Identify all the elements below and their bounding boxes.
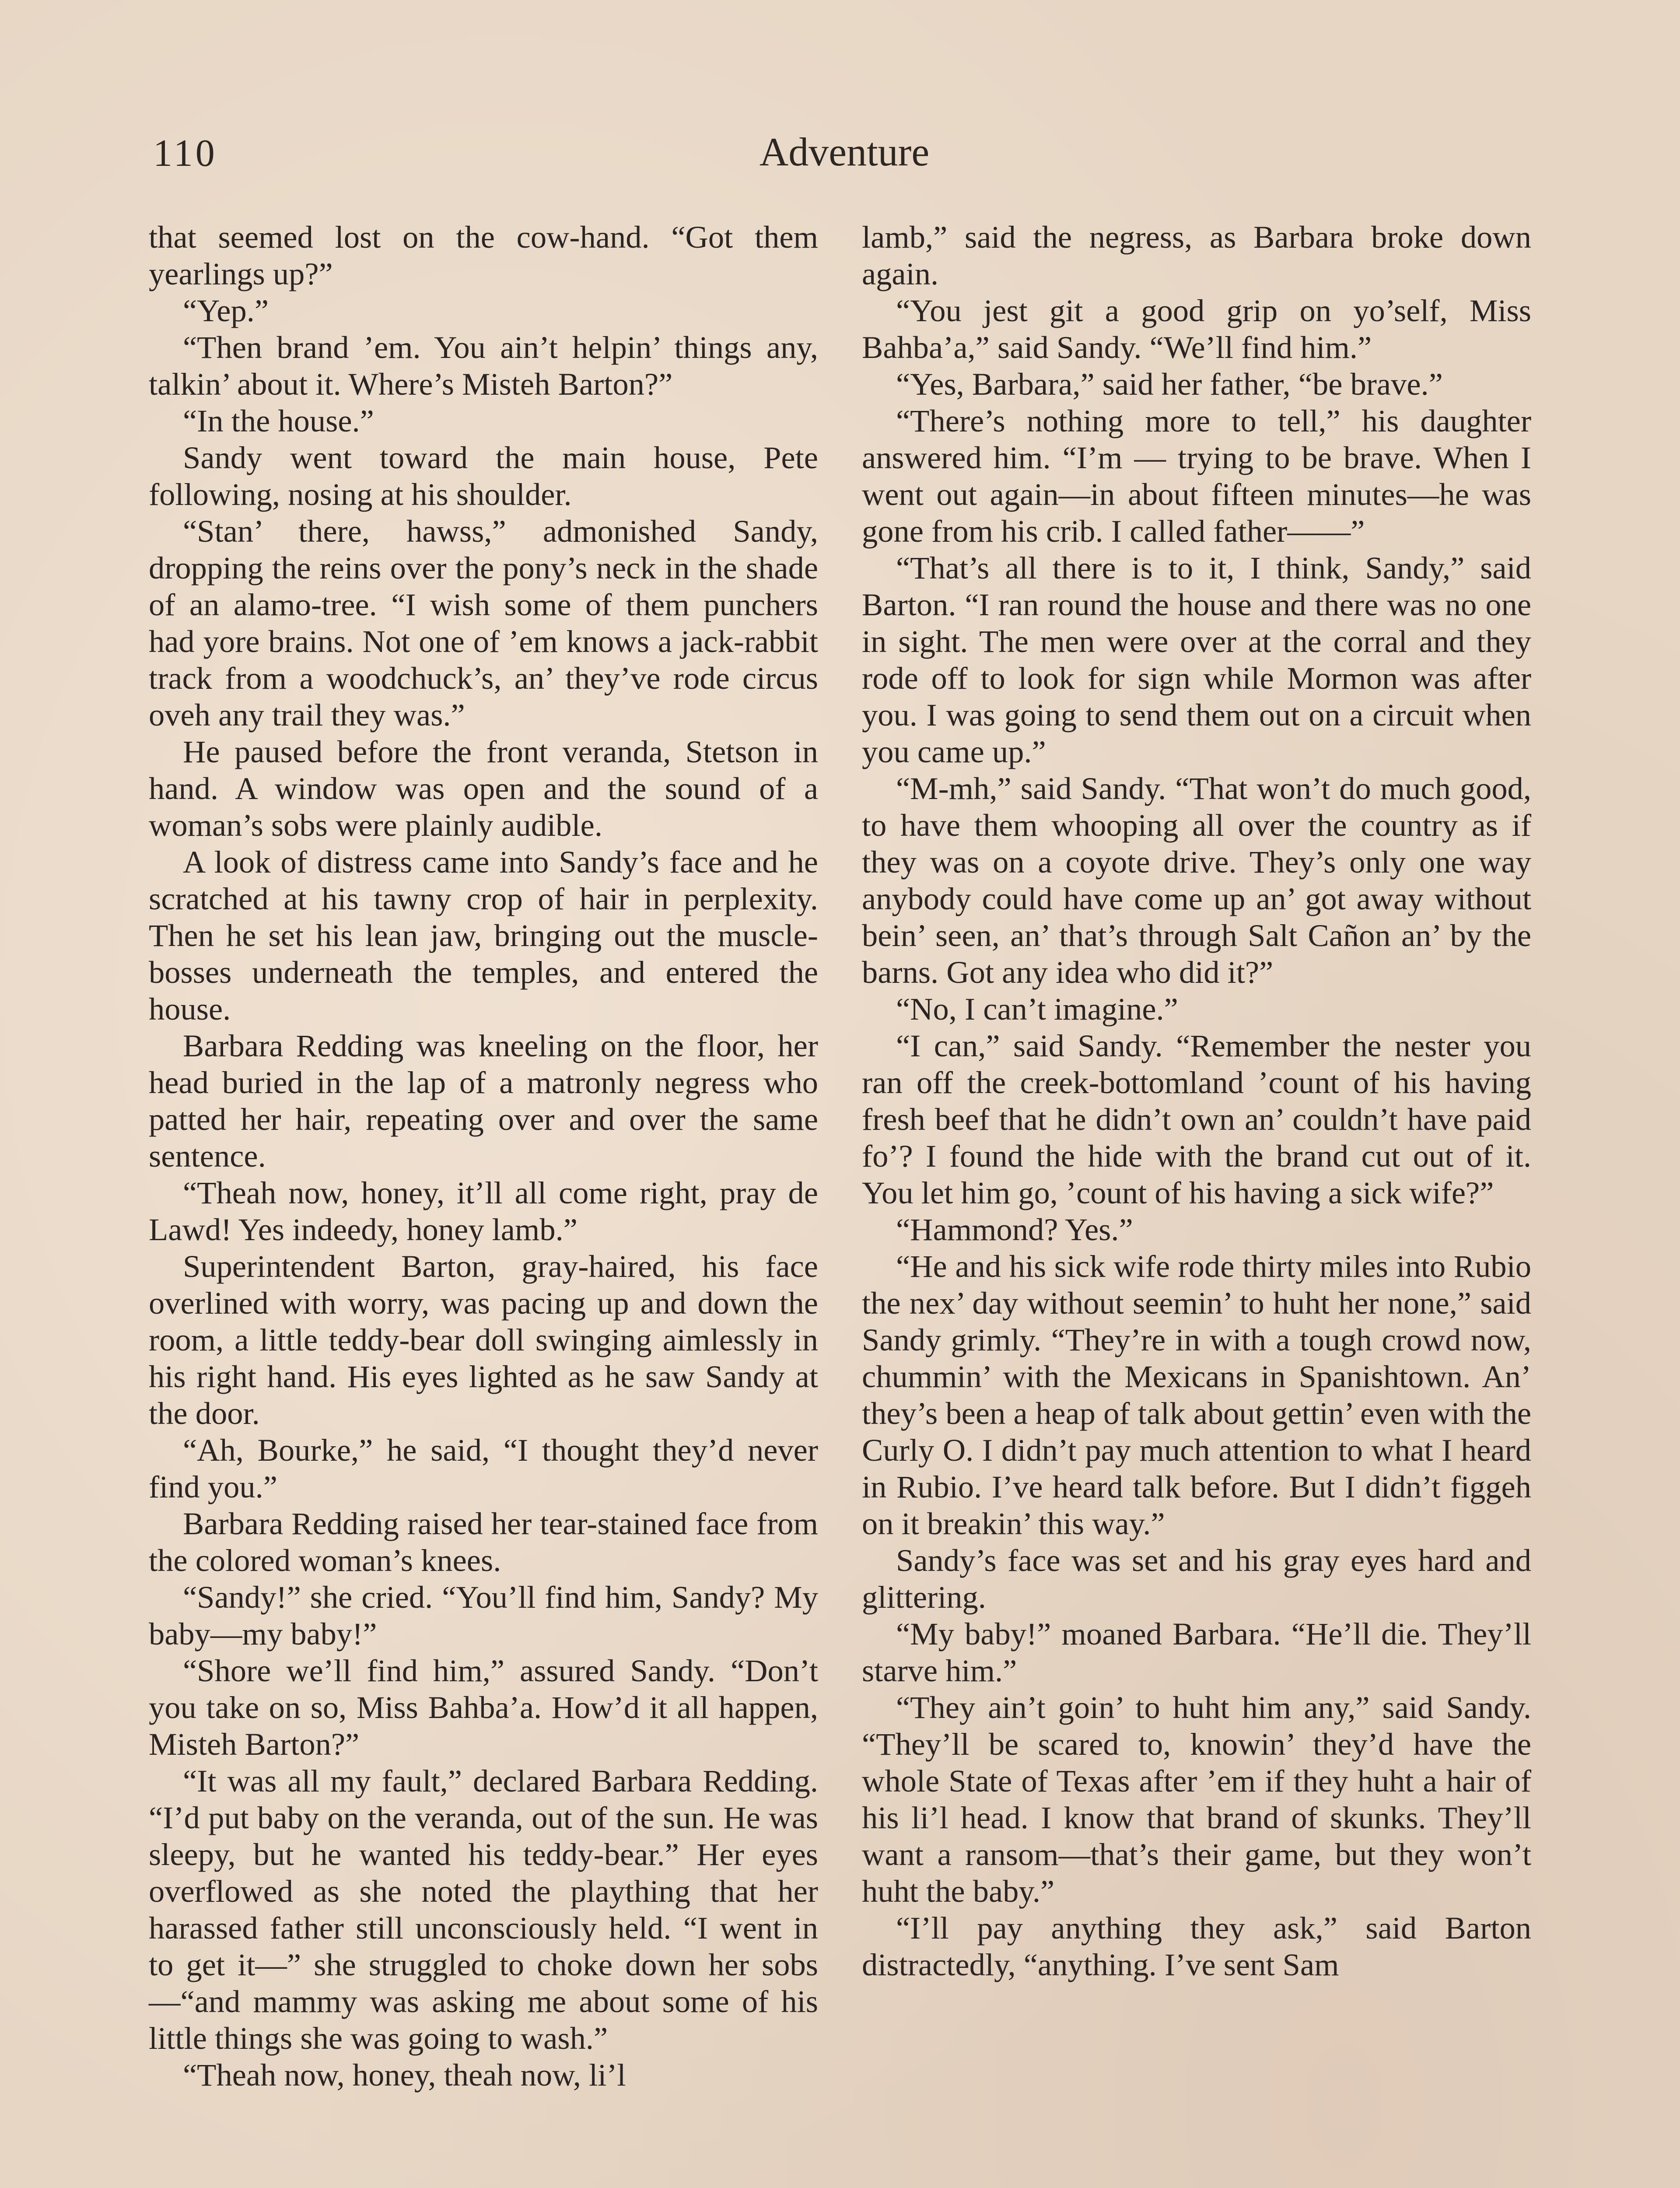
paragraph: “Stan’ there, hawss,” admonished Sandy, dropping the reins over the pony’s neck in the shade of an alamo-tree. “I wish some of them punchers had yore brains. Not one of ’em knows a jack-rabbit track from a woodchuck’s, an’ they’ve rode circus oveh any trail they was.” (149, 513, 818, 733)
paragraph: “Shore we’ll find him,” assured Sandy. “Don’t you take on so, Miss Bahba’a. How’d it all happen, Misteh Barton?” (149, 1653, 818, 1762)
paragraph: “I can,” said Sandy. “Remember the nester you ran off the creek-bottomland ’count of his having fresh beef that he didn’t own an’ couldn’t have paid fo’? I found the hide with the brand cut out of it. You let him go, ’count of his having a sick wife?” (862, 1028, 1531, 1210)
paragraph: “You jest git a good grip on yo’self, Miss Bahba’a,” said Sandy. “We’ll find him.” (862, 293, 1531, 365)
paragraph: lamb,” said the negress, as Barbara broke down again. (862, 219, 1531, 291)
paragraph: Sandy’s face was set and his gray eyes hard and glittering. (862, 1543, 1531, 1615)
left-column (149, 219, 818, 2093)
paragraph: “Hammond? Yes.” (896, 1212, 1133, 1247)
paragraph: “Yep.” (183, 293, 269, 328)
paragraph: Sandy went toward the main house, Pete following, nosing at his shoulder. (149, 440, 818, 512)
paragraph: Barbara Redding was kneeling on the floor, her head buried in the lap of a matronly negress who patted her hair, repeating over and over the same sentence. (149, 1028, 818, 1174)
running-title: Adventure (759, 130, 930, 174)
paragraph: “Then brand ’em. You ain’t helpin’ things any, talkin’ about it. Where’s Misteh Barton?” (149, 330, 818, 402)
paragraph: that seemed lost on the cow-hand. “Got them yearlings up?” (149, 219, 818, 291)
paragraph: He paused before the front veranda, Stetson in hand. A window was open and the sound of a woman’s sobs were plainly audible. (149, 734, 818, 843)
paragraph: “Theah now, honey, theah now, li’l (183, 2057, 626, 2093)
paragraph: “I’ll pay anything they ask,” said Barton distractedly, “anything. I’ve sent Sam (862, 1910, 1531, 1982)
page-header (153, 131, 1536, 188)
paragraph: “There’s nothing more to tell,” his daughter answered him. “I’m — trying to be brave. When I went out again—in about fifteen minutes—he was gone from his crib. I called father——” (862, 403, 1531, 549)
paragraph: “Sandy!” she cried. “You’ll find him, Sandy? My baby—my baby!” (149, 1579, 818, 1652)
paragraph: “Ah, Bourke,” he said, “I thought they’d never find you.” (149, 1432, 818, 1504)
paragraph: Barbara Redding raised her tear-stained face from the colored woman’s knees. (149, 1506, 818, 1578)
page-number: 110 (153, 132, 217, 175)
right-column (862, 219, 1531, 1983)
paragraph: “M-mh,” said Sandy. “That won’t do much good, to have them whooping all over the country as if they was on a coyote drive. They’s only one way anybody could have come up an’ got away without bein’ seen, an’ that’s through Salt Cañon an’ by the barns. Got any idea who did it?” (862, 771, 1531, 990)
paragraph: “It was all my fault,” declared Barbara Redding. “I’d put baby on the veranda, out of the sun. He was sleepy, but he wanted his teddy-bear.” Her eyes overflowed as she noted the plaything that her harassed father still unconsciously held. “I went in to get it—” she struggled to choke down her sobs—“and mammy was asking me about some of his little things she was going to wash.” (149, 1763, 818, 2056)
paragraph: “He and his sick wife rode thirty miles into Rubio the nex’ day without seemin’ to huht her none,” said Sandy grimly. “They’re in with a tough crowd now, chummin’ with the Mexicans in Spanishtown. An’ they’s been a heap of talk about gettin’ even with the Curly O. I didn’t pay much attention to what I heard in Rubio. I’ve heard talk before. But I didn’t figgeh on it breakin’ this way.” (862, 1248, 1531, 1541)
paragraph: “Theah now, honey, it’ll all come right, pray de Lawd! Yes indeedy, honey lamb.” (149, 1175, 818, 1247)
paragraph: “That’s all there is to it, I think, Sandy,” said Barton. “I ran round the house and there was no one in sight. The men were over at the corral and they rode off to look for sign while Mormon was after you. I was going to send them out on a circuit when you came up.” (862, 550, 1531, 769)
paragraph: “Yes, Barbara,” said her father, “be brave.” (896, 366, 1443, 402)
paragraph: “In the house.” (183, 403, 374, 438)
paragraph: “No, I can’t imagine.” (896, 991, 1178, 1027)
paragraph: “They ain’t goin’ to huht him any,” said Sandy. “They’ll be scared to, knowin’ they’d have the whole State of Texas after ’em if they huht a hair of his li’l head. I know that brand of skunks. They’ll want a ransom—that’s their game, but they won’t huht the baby.” (862, 1690, 1531, 1909)
paragraph: “My baby!” moaned Barbara. “He’ll die. They’ll starve him.” (862, 1616, 1531, 1688)
paragraph: Superintendent Barton, gray-haired, his face overlined with worry, was pacing up and down the room, a little teddy-bear doll swinging aimlessly in his right hand. His eyes lighted as he saw Sandy at the door. (149, 1248, 818, 1431)
paragraph: A look of distress came into Sandy’s face and he scratched at his tawny crop of hair in perplexity. Then he set his lean jaw, bringing out the muscle-bosses underneath the temples, and entered the house. (149, 844, 818, 1027)
